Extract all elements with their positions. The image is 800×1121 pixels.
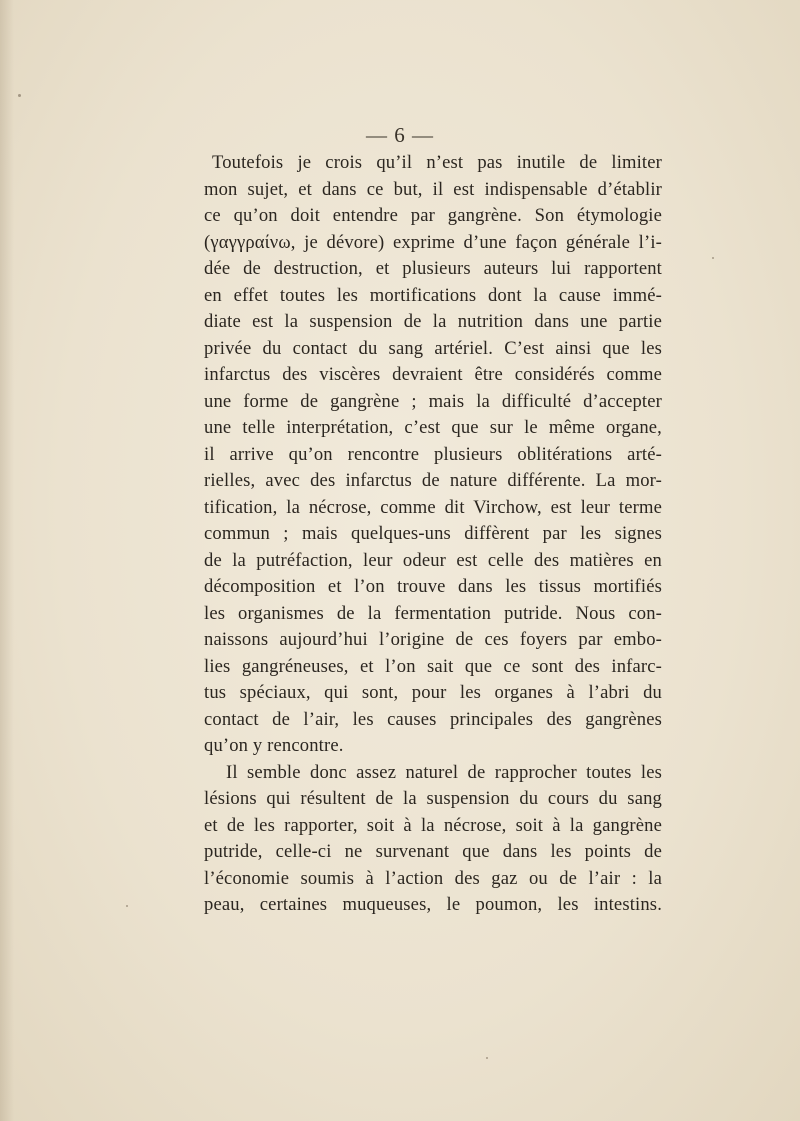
text-line: qu’on y rencontre. — [204, 735, 344, 756]
text-line: tus spéciaux, qui sont, pour les organes à l’abri du — [204, 682, 662, 703]
page-number: — 6 — — [366, 123, 434, 147]
text-line: peau, certaines muqueuses, le poumon, les intestins. — [204, 894, 662, 915]
text-line: privée du contact du sang artériel. C’est ainsi que les — [204, 337, 662, 359]
text-line: les organismes de la fermentation putride. Nous con- — [204, 602, 662, 624]
paper-speck — [126, 905, 128, 907]
paper-speck — [486, 1057, 488, 1059]
text-line: rielles, avec des infarctus de nature différente. La mor- — [204, 470, 662, 491]
paper-speck — [18, 94, 21, 97]
text-line: commun ; mais quelques-uns diffèrent par les signes — [204, 523, 662, 544]
paper-speck — [712, 257, 714, 259]
paragraph-1 — [204, 150, 662, 760]
text-line: contact de l’air, les causes principales des gangrènes — [204, 708, 662, 730]
text-line: diate est la suspension de la nutrition dans une partie — [204, 311, 662, 332]
text-line: ce qu’on doit entendre par gangrène. Son étymologie — [204, 205, 662, 226]
text-line: dée de destruction, et plusieurs auteurs lui rapportent — [204, 258, 662, 279]
text-line: une telle interprétation, c’est que sur le même organe, — [204, 417, 662, 438]
text-line: lésions qui résultent de la suspension du cours du sang — [204, 788, 662, 809]
text-line: putride, celle-ci ne survenant que dans les points de — [204, 841, 662, 862]
page-edge-shadow — [0, 0, 14, 1121]
text-line: et de les rapporter, soit à la nécrose, soit à la gangrène — [204, 814, 662, 836]
text-line: il arrive qu’on rencontre plusieurs oblitérations arté- — [204, 443, 662, 465]
text-line: Toutefois je crois qu’il n’est pas inutile de limiter — [212, 152, 662, 173]
body-text — [204, 150, 662, 919]
text-line: une forme de gangrène ; mais la difficulté d’accepter — [204, 390, 662, 412]
text-line: infarctus des viscères devraient être considérés comme — [204, 364, 662, 385]
text-line: mon sujet, et dans ce but, il est indispensable d’établir — [204, 178, 662, 200]
paragraph-2 — [204, 760, 662, 919]
text-line: en effet toutes les mortifications dont la cause immé- — [204, 284, 662, 306]
text-line: lies gangréneuses, et l’on sait que ce sont des infarc- — [204, 655, 662, 677]
text-line: de la putréfaction, leur odeur est celle des matières en — [204, 549, 662, 571]
text-line: naissons aujourd’hui l’origine de ces foyers par embo- — [204, 629, 662, 650]
text-line: décomposition et l’on trouve dans les tissus mortifiés — [204, 576, 662, 597]
text-line: l’économie soumis à l’action des gaz ou de l’air : la — [204, 867, 662, 889]
text-line: (γαγγραίνω, je dévore) exprime d’une façon générale l’i- — [204, 231, 662, 253]
text-line: Il semble donc assez naturel de rapprocher toutes les — [226, 761, 662, 783]
text-line: tification, la nécrose, comme dit Virchow, est leur terme — [204, 496, 662, 518]
